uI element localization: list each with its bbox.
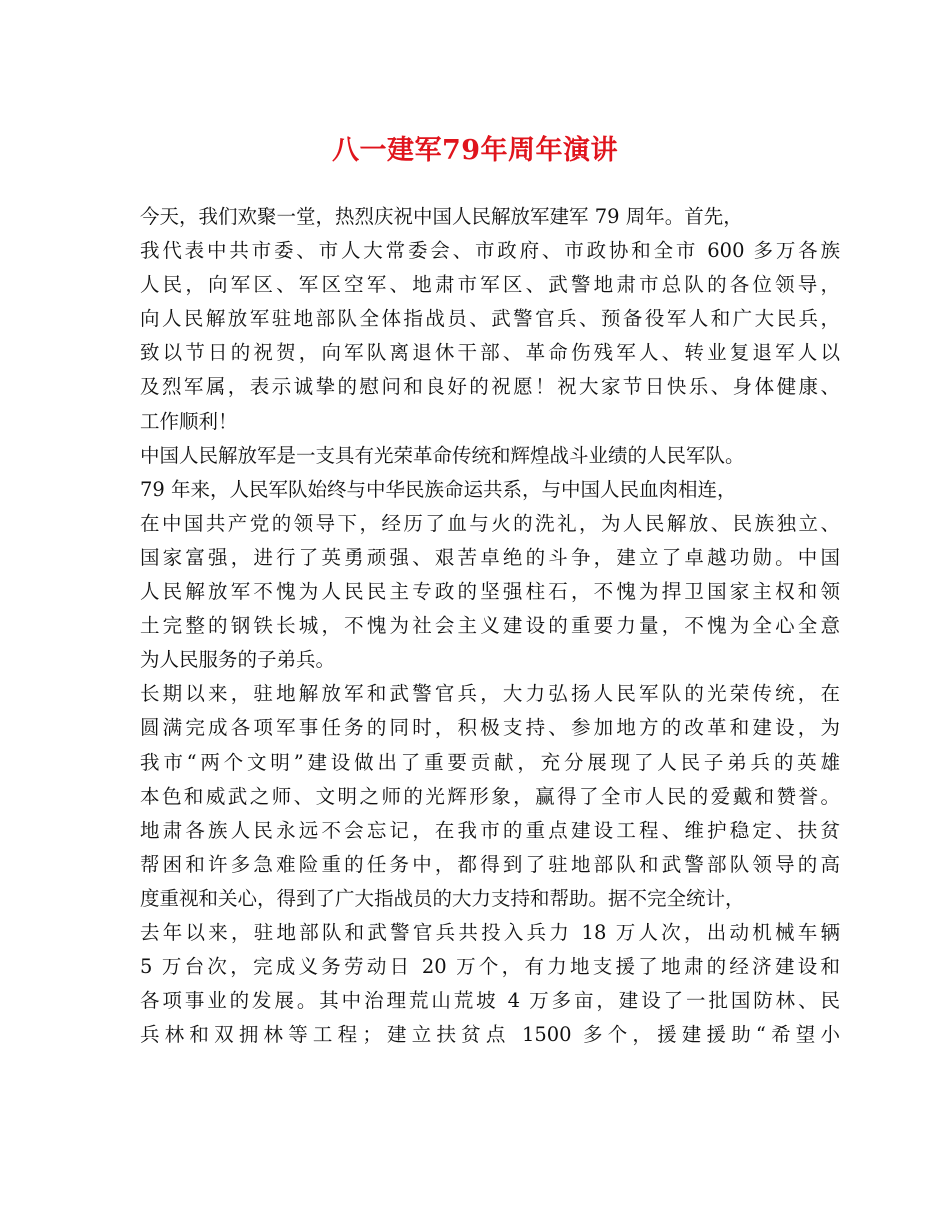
body-line: 5 万台次，完成义务劳动日 20 万个，有力地支援了地肃的经济建设和	[140, 955, 840, 979]
body-line: 今天，我们欢聚一堂，热烈庆祝中国人民解放军建军 79 周年。首先，	[140, 205, 743, 228]
body-line: 79 年来，人民军队始终与中华民族命运共系，与中国人民血肉相连，	[140, 477, 737, 501]
body-line: 长期以来，驻地解放军和武警官兵，大力弘扬人民军队的光荣传统，在	[140, 682, 840, 706]
body-line: 帮困和许多急难险重的任务中，都得到了驻地部队和武警部队领导的高	[140, 852, 840, 876]
body-line: 我代表中共市委、市人大常委会、市政府、市政协和全市 600 多万各族	[140, 239, 840, 263]
body-line: 人民解放军不愧为人民民主专政的坚强柱石，不愧为捍卫国家主权和领	[140, 580, 840, 604]
body-line: 各项事业的发展。其中治理荒山荒坡 4 万多亩，建设了一批国防林、民	[140, 989, 840, 1013]
body-line: 本色和威武之师、文明之师的光辉形象，赢得了全市人民的爱戴和赞誉。	[140, 784, 840, 808]
body-line: 国家富强，进行了英勇顽强、艰苦卓绝的斗争，建立了卓越功勋。中国	[140, 545, 840, 569]
body-line: 人民，向军区、军区空军、地肃市军区、武警地肃市总队的各位领导，	[140, 273, 840, 297]
document-body	[140, 200, 840, 1052]
body-line: 在中国共产党的领导下，经历了血与火的洗礼，为人民解放、民族独立、	[140, 511, 840, 535]
body-line: 去年以来，驻地部队和武警官兵共投入兵力 18 万人次，出动机械车辆	[140, 920, 840, 944]
body-line: 工作顺利！	[140, 409, 238, 433]
body-line: 兵林和双拥林等工程；建立扶贫点 1500 多个，援建援助“希望小	[140, 1023, 840, 1047]
body-line: 土完整的钢铁长城，不愧为社会主义建设的重要力量，不愧为全心全意	[140, 614, 840, 638]
body-line: 为人民服务的子弟兵。	[140, 648, 336, 672]
body-line: 中国人民解放军是一支具有光荣革命传统和辉煌战斗业绩的人民军队。	[140, 443, 745, 467]
body-line: 地肃各族人民永远不会忘记，在我市的重点建设工程、维护稳定、扶贫	[140, 818, 840, 842]
body-line: 及烈军属，表示诚挚的慰问和良好的祝愿！祝大家节日快乐、身体健康、	[140, 375, 840, 399]
body-line: 致以节日的祝贺，向军队离退休干部、革命伤残军人、转业复退军人以	[140, 341, 840, 365]
body-line: 圆满完成各项军事任务的同时，积极支持、参加地方的改革和建设，为	[140, 716, 840, 740]
body-line: 我市“两个文明”建设做出了重要贡献，充分展现了人民子弟兵的英雄	[140, 750, 840, 774]
body-line: 向人民解放军驻地部队全体指战员、武警官兵、预备役军人和广大民兵，	[140, 307, 840, 331]
document-title: 八一建军79年周年演讲	[331, 135, 619, 166]
body-line: 度重视和关心，得到了广大指战员的大力支持和帮助。据不完全统计，	[140, 886, 745, 910]
